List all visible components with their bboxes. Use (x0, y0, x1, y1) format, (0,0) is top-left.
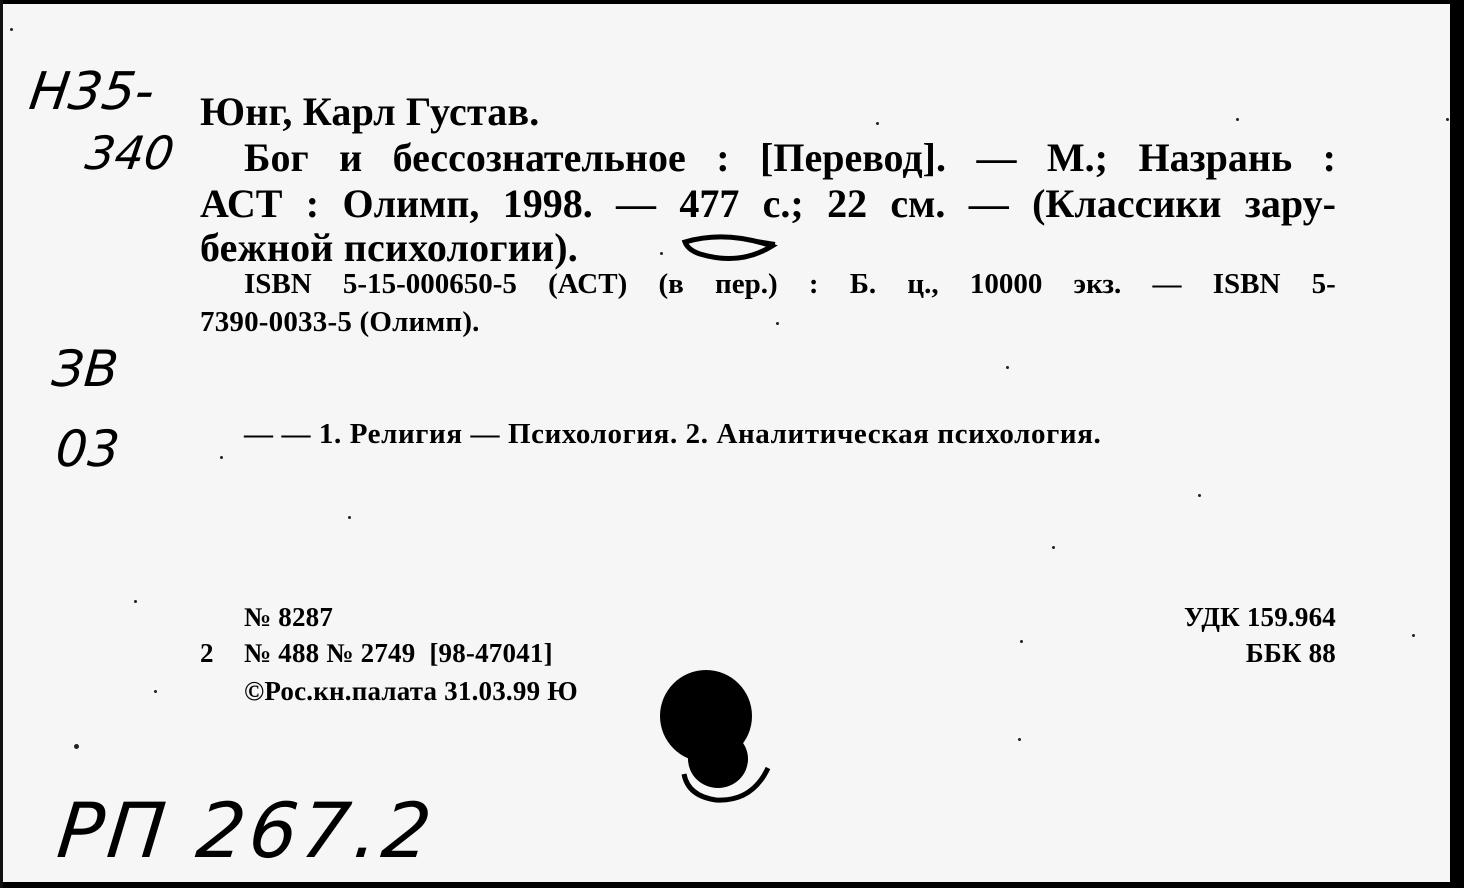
word: (в (658, 268, 684, 300)
word: 5-15-000650-5 (342, 268, 517, 300)
word: : (716, 135, 730, 180)
ink-squiggle (680, 232, 780, 272)
word: пер.) (715, 268, 778, 300)
speck (154, 690, 157, 693)
udk-code: УДК 159.964 (1184, 602, 1336, 632)
word: АСТ (200, 181, 283, 226)
speck (876, 122, 879, 125)
handwritten-mark-2: 03 (53, 420, 122, 478)
speck (220, 456, 223, 459)
word: — (616, 181, 657, 226)
word: — (1152, 268, 1182, 300)
word: 5- (1311, 268, 1336, 300)
speck (776, 322, 779, 325)
title-line-2 (200, 180, 1336, 227)
word: Олимп, (342, 181, 480, 226)
handwritten-mark-1: ЗВ (49, 340, 121, 398)
word: М.; (1046, 135, 1108, 180)
word: с.; (762, 181, 804, 226)
word: Назрань (1138, 135, 1293, 180)
word: ISBN (244, 268, 312, 300)
speck (1446, 118, 1449, 121)
speck (1412, 634, 1415, 637)
word: экз. (1073, 268, 1122, 300)
word: 477 (679, 181, 740, 226)
row-2-prefix: 2 (200, 638, 214, 668)
handwritten-call-number-top: Н35- (25, 62, 159, 122)
author-heading: Юнг, Карл Густав. (200, 89, 540, 134)
record-number-2: № 488 № 2749 [98-47041] (244, 638, 553, 668)
word: 22 (827, 181, 868, 226)
word: и (339, 135, 363, 180)
card-border-bottom (0, 882, 1464, 888)
speck (660, 252, 663, 255)
word: Бог (244, 135, 309, 180)
word: зару- (1244, 181, 1336, 226)
speck (1052, 546, 1055, 549)
word: см. (890, 181, 946, 226)
word: Б. (849, 268, 877, 300)
ink-blot-smudge (676, 760, 776, 808)
title-line-1 (244, 134, 1336, 181)
card-border-left (0, 0, 3, 888)
bbk-code: ББК 88 (1245, 638, 1336, 668)
card-border-top (0, 0, 1464, 4)
speck (1236, 118, 1239, 121)
word: — (968, 181, 1009, 226)
word: 10000 (969, 268, 1043, 300)
isbn-line-2: 7390-0033-5 (Олимп). (200, 306, 480, 338)
word: : (1322, 135, 1336, 180)
card-border-right (1450, 0, 1464, 888)
word: (АСТ) (548, 268, 628, 300)
speck (10, 28, 13, 31)
copyright-line: ©Рос.кн.палата 31.03.99 Ю (244, 676, 578, 706)
isbn-line-1 (244, 268, 1336, 301)
handwritten-footer-code: РП 267.2 (53, 786, 440, 875)
speck (348, 516, 351, 519)
handwritten-call-number-bottom: 340 (82, 126, 178, 180)
speck (134, 600, 137, 603)
title-line-3: бежной психологии). (200, 225, 578, 270)
word: — (976, 135, 1017, 180)
speck (1018, 738, 1021, 741)
speck (74, 744, 79, 749)
speck (1006, 366, 1009, 369)
word: ISBN (1212, 268, 1281, 300)
word: (Классики (1032, 181, 1222, 226)
speck (1020, 640, 1023, 643)
record-number-1: № 8287 (244, 602, 334, 632)
speck (1198, 494, 1201, 497)
word: [Перевод]. (760, 135, 946, 180)
word: ц., (907, 268, 939, 300)
subject-headings: — — 1. Религия — Психология. 2. Аналитическая психология. (244, 418, 1102, 450)
word: : (305, 181, 320, 226)
word: : (808, 268, 819, 300)
word: бессознательное (392, 135, 686, 180)
word: 1998. (502, 181, 593, 226)
